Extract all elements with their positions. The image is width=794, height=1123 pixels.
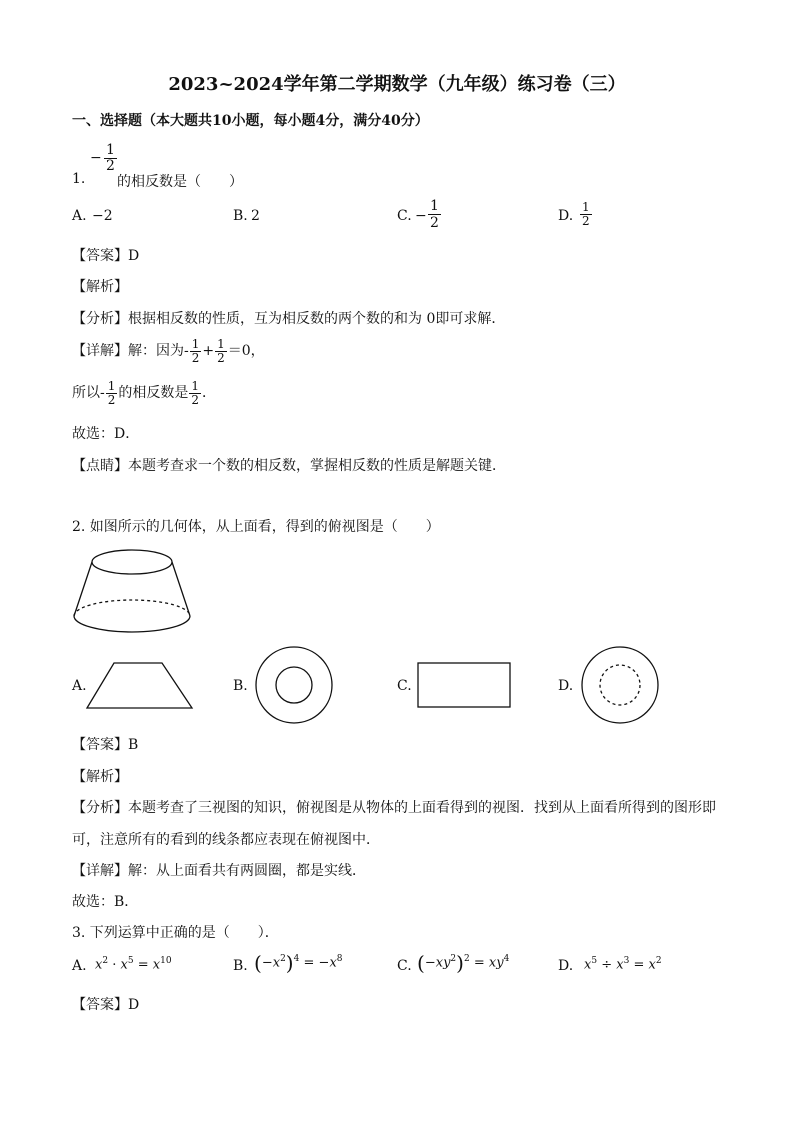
- frustum-right-edge: [172, 562, 190, 616]
- q1-option-c-neg: −: [415, 208, 427, 224]
- q1-option-b: 2: [251, 208, 260, 224]
- section-heading: 一、选择题（本大题共10小题，每小题4分，满分40分）: [72, 113, 429, 129]
- q2-answer-line: 【答案】B: [72, 737, 139, 753]
- q1-fenxi: 【分析】根据相反数的性质，互为相反数的两个数的和为 0即可求解．: [72, 311, 506, 327]
- q1-analysis-label: 【解析】: [72, 279, 128, 295]
- q1-option-c-letter: C.: [397, 208, 412, 224]
- frustum-bottom-back-arc: [74, 600, 190, 616]
- page-title: 2023~2024学年第二学期数学（九年级）练习卷（三）: [168, 74, 626, 95]
- option-c-rectangle: [418, 663, 510, 707]
- q1-option-d-letter: D.: [558, 208, 574, 224]
- frustum-figure: [74, 550, 190, 632]
- option-b-circles: [256, 647, 332, 723]
- q2-fenxi-line1: 【分析】本题考查了三视图的知识，俯视图是从物体的上面看得到的视图．找到从上面看所得到的图形即: [72, 800, 716, 816]
- q2-detail: 【详解】解：从上面看共有两圆圈，都是实线．: [72, 863, 366, 879]
- q2-analysis-label: 【解析】: [72, 769, 128, 785]
- q3-option-c-expr: $(-xy^2)^2 = xy^4$: [417, 951, 510, 975]
- q2-option-b-letter: B.: [233, 678, 248, 694]
- q1-fraction-num: 1: [106, 142, 115, 158]
- q1-neg-sign: −: [90, 150, 102, 166]
- q2-stem: 2. 如图所示的几何体，从上面看，得到的俯视图是（ ）: [72, 519, 440, 535]
- q3-stem: 3. 下列运算中正确的是（ ）．: [72, 925, 279, 941]
- q2-choose: 故选：B．: [72, 894, 139, 910]
- option-d-circles: [582, 647, 658, 723]
- q1-detail: 【详解】解：因为- $\frac{1}{2}$ + $\frac{1}{2}$ ＝0，: [72, 337, 265, 365]
- q3-option-b-expr: $(-x^2)^4 = -x^8$: [254, 951, 343, 975]
- q3-option-a-expr: $x^2 \cdot x^5 = x^{10}$: [95, 956, 172, 973]
- q2-option-c-letter: C.: [397, 678, 412, 694]
- q3-option-c-letter: C.: [397, 958, 412, 974]
- q1-option-a: −2: [92, 208, 113, 224]
- q3-option-d-letter: D.: [558, 958, 574, 974]
- q2-option-a-letter: A.: [72, 678, 87, 694]
- q3-option-d-expr: $x^5 \div x^3 = x^2$: [584, 956, 662, 973]
- q2-option-d-letter: D.: [558, 678, 574, 694]
- q1-option-c-fraction: 1 2: [430, 198, 439, 232]
- q3-answer-line: 【答案】D: [72, 997, 140, 1013]
- frustum-top-ellipse: [92, 550, 172, 574]
- option-a-trapezoid: [87, 663, 192, 708]
- q1-choose: 故选：D．: [72, 426, 140, 442]
- q2-fenxi-line2: 可，注意所有的看到的线条都应表现在俯视图中．: [72, 832, 380, 848]
- q1-comment: 【点睛】本题考查求一个数的相反数，掌握相反数的性质是解题关键．: [72, 458, 506, 474]
- q1-option-a-letter: A.: [72, 208, 87, 224]
- q3-option-b-letter: B.: [233, 958, 248, 974]
- q1-stem: 的相反数是（ ）: [117, 174, 243, 190]
- q1-fraction-den: 2: [106, 158, 115, 175]
- frustum-bottom-front-arc: [74, 616, 190, 632]
- q1-option-d-fraction: 1 2: [582, 200, 590, 229]
- q1-option-b-letter: B.: [233, 208, 248, 224]
- q3-option-a-letter: A.: [72, 958, 87, 974]
- q1-number: 1.: [72, 171, 86, 187]
- q1-so: 所以- $\frac{1}{2}$ 的相反数是 $\frac{1}{2}$ ．: [72, 379, 217, 407]
- q1-answer-line: 【答案】D: [72, 248, 140, 264]
